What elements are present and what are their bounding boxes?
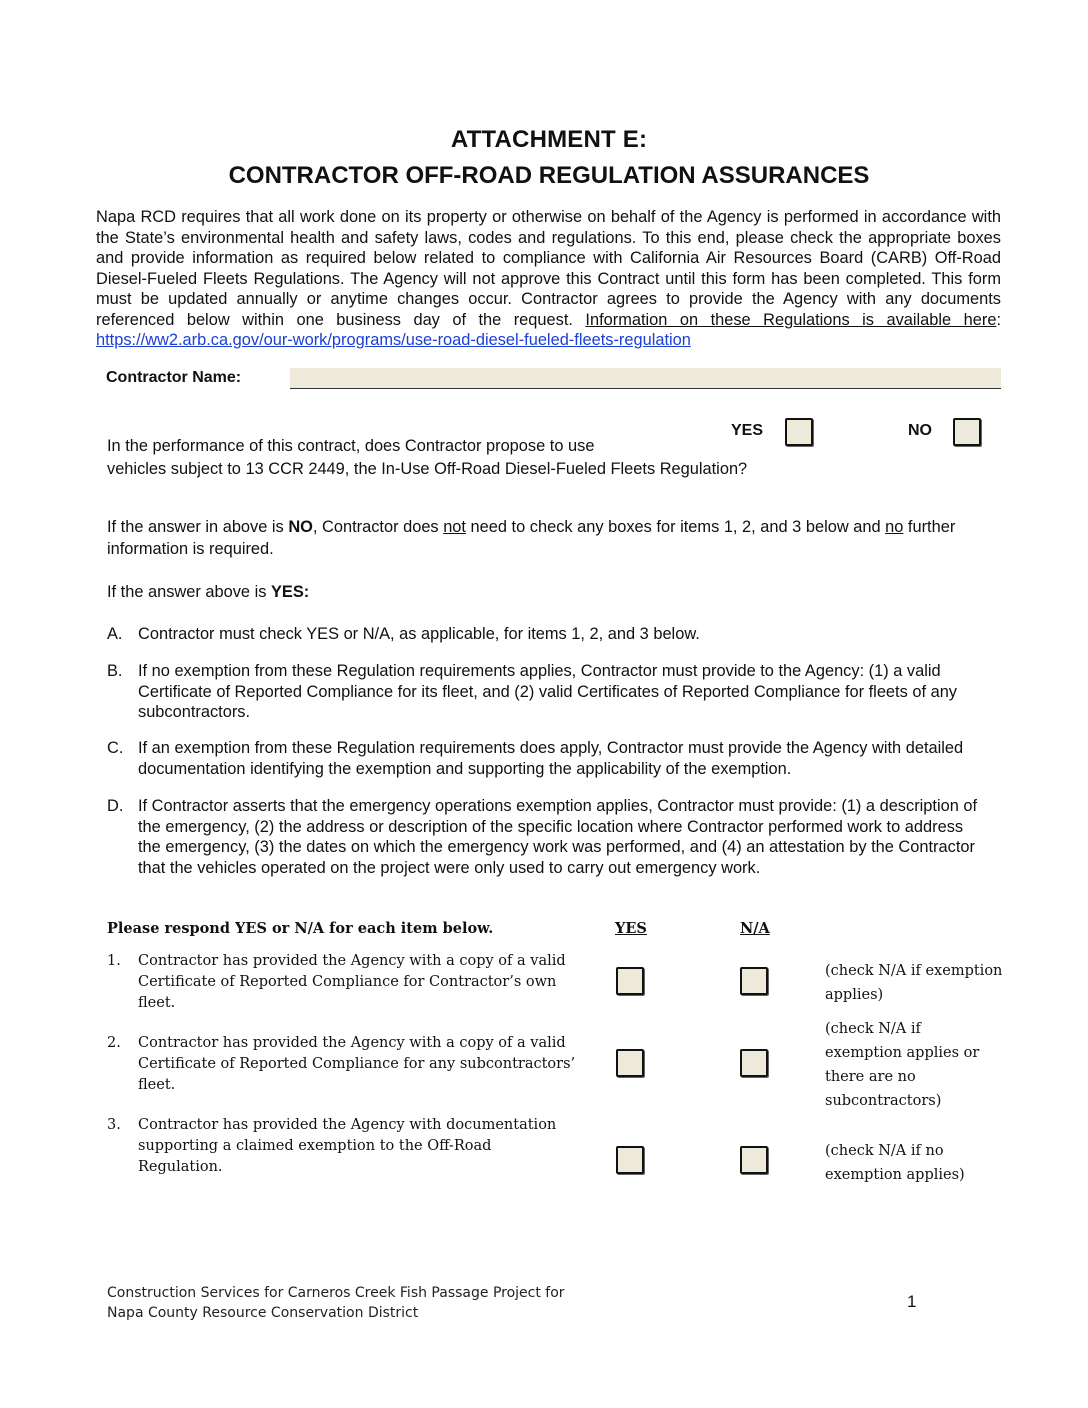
requirement-text: If an exemption from these Regulation requirements does apply, Contractor must provide the Agency with detailed documentation identifying the exemption and supporting the applicability of the exemption. <box>138 739 964 778</box>
regulation-link[interactable]: https://ww2.arb.ca.gov/our-work/programs/use-road-diesel-fueled-fleets-regulation <box>96 331 691 349</box>
question-line-2: vehicles subject to 13 CCR 2449, the In-Use Off-Road Diesel-Fueled Fleets Regulation? <box>107 460 748 478</box>
if-yes-bold: YES: <box>271 583 310 601</box>
item-text: Contractor has provided the Agency with a copy of a valid Certificate of Reported Compliance for Contractor’s own fleet. <box>138 953 566 1011</box>
response-header: Please respond YES or N/A for each item below. <box>107 920 494 937</box>
if-no-text-1: If the answer in above is <box>107 518 289 536</box>
page-number: 1 <box>907 1292 917 1311</box>
if-no-underline-not: not <box>443 518 466 536</box>
requirement-text: Contractor must check YES or N/A, as applicable, for items 1, 2, and 3 below. <box>138 625 700 643</box>
question-no-checkbox[interactable] <box>953 418 981 446</box>
yes-label: YES <box>731 422 764 439</box>
requirement-item <box>107 738 987 779</box>
contractor-name-field[interactable] <box>290 368 1001 389</box>
item-3-yes-checkbox[interactable] <box>616 1146 644 1174</box>
item-text: Contractor has provided the Agency with documentation supporting a claimed exemption to the Off-Road Regulation. <box>138 1117 557 1175</box>
if-no-text-2: , Contractor does <box>312 518 444 536</box>
item-text: Contractor has provided the Agency with a copy of a valid Certificate of Reported Compliance for any subcontractors’ fleet. <box>138 1035 576 1093</box>
item-2-na-checkbox[interactable] <box>740 1049 768 1077</box>
item-2-yes-checkbox[interactable] <box>616 1049 644 1077</box>
page-subtitle: CONTRACTOR OFF-ROAD REGULATION ASSURANCES <box>228 162 870 189</box>
item-number: 3. <box>107 1117 121 1133</box>
no-label: NO <box>908 422 932 439</box>
if-yes-text: If the answer above is <box>107 583 271 601</box>
intro-paragraph <box>96 207 1001 351</box>
response-item-2 <box>107 1033 577 1096</box>
question-line-1: In the performance of this contract, does Contractor propose to use <box>107 437 595 455</box>
requirement-letter: C. <box>107 739 124 757</box>
item-3-na-checkbox[interactable] <box>740 1146 768 1174</box>
page-title: ATTACHMENT E: <box>450 126 648 153</box>
if-no-underline-no: no <box>885 518 904 536</box>
item-1-yes-checkbox[interactable] <box>616 967 644 995</box>
requirement-text: If no exemption from these Regulation requirements applies, Contractor must provide to the Agency: (1) a valid Certificate of Reported Compliance for its fleet, and (2) valid Certificates of Reported Compliance for fleets of any subcontractors. <box>138 662 958 721</box>
requirement-item <box>107 796 987 878</box>
item-1-note: (check N/A if exemption applies) <box>825 963 1003 1003</box>
requirement-text: If Contractor asserts that the emergency operations exemption applies, Contractor must provide: (1) a description of the emergency, (2) the address or description of the specific location where Contractor performed work to address the emergency, (3) the dates on which the emergency work was performed, and (4) an attestation by the Contractor that the vehicles operated on the project were only used to carry out emergency work. <box>138 797 978 877</box>
page-footer <box>107 1283 565 1323</box>
requirement-item <box>107 661 1012 723</box>
item-number: 2. <box>107 1035 121 1051</box>
footer-line-2: Napa County Resource Conservation District <box>107 1305 419 1321</box>
if-no-bold: NO <box>288 518 313 536</box>
response-item-3 <box>107 1115 577 1178</box>
yes-column-header: YES <box>615 920 647 937</box>
item-3-note: (check N/A if no exemption applies) <box>825 1143 965 1183</box>
if-yes-paragraph <box>107 581 1007 603</box>
contractor-name-label: Contractor Name: <box>106 369 242 386</box>
requirement-item <box>107 624 1012 645</box>
requirement-letter: B. <box>107 662 123 680</box>
na-column-header: N/A <box>740 920 770 937</box>
item-number: 1. <box>107 953 121 969</box>
intro-colon: : <box>996 310 1001 329</box>
item-2-note: (check N/A if exemption applies or there are no subcontractors) <box>825 1021 980 1109</box>
info-link-label: Information on these Regulations is available here <box>585 310 997 329</box>
footer-line-1: Construction Services for Carneros Creek Fish Passage Project for <box>107 1285 565 1301</box>
requirement-letter: D. <box>107 797 124 815</box>
if-no-paragraph <box>107 516 987 560</box>
item-1-na-checkbox[interactable] <box>740 967 768 995</box>
response-item-1 <box>107 951 577 1014</box>
intro-text: Napa RCD requires that all work done on its property or otherwise on behalf of the Agency is performed in accordance with the State’s environmental health and safety laws, codes and regulations. To this end, please check the appropriate boxes and provide information as required below related to compliance with California Air Resources Board (CARB) Off-Road Diesel-Fueled Fleets Regulations. The Agency will not approve this Contract until this form has been completed. This form must be updated annually or anytime changes occur. Contractor agrees to provide the Agency with any documents referenced below within one business day of the request. <box>96 208 1001 329</box>
if-no-text-3: need to check any boxes for items 1, 2, and 3 below and <box>465 518 886 536</box>
if-no-text-4: further information is required. <box>107 518 956 558</box>
requirement-letter: A. <box>107 625 123 643</box>
